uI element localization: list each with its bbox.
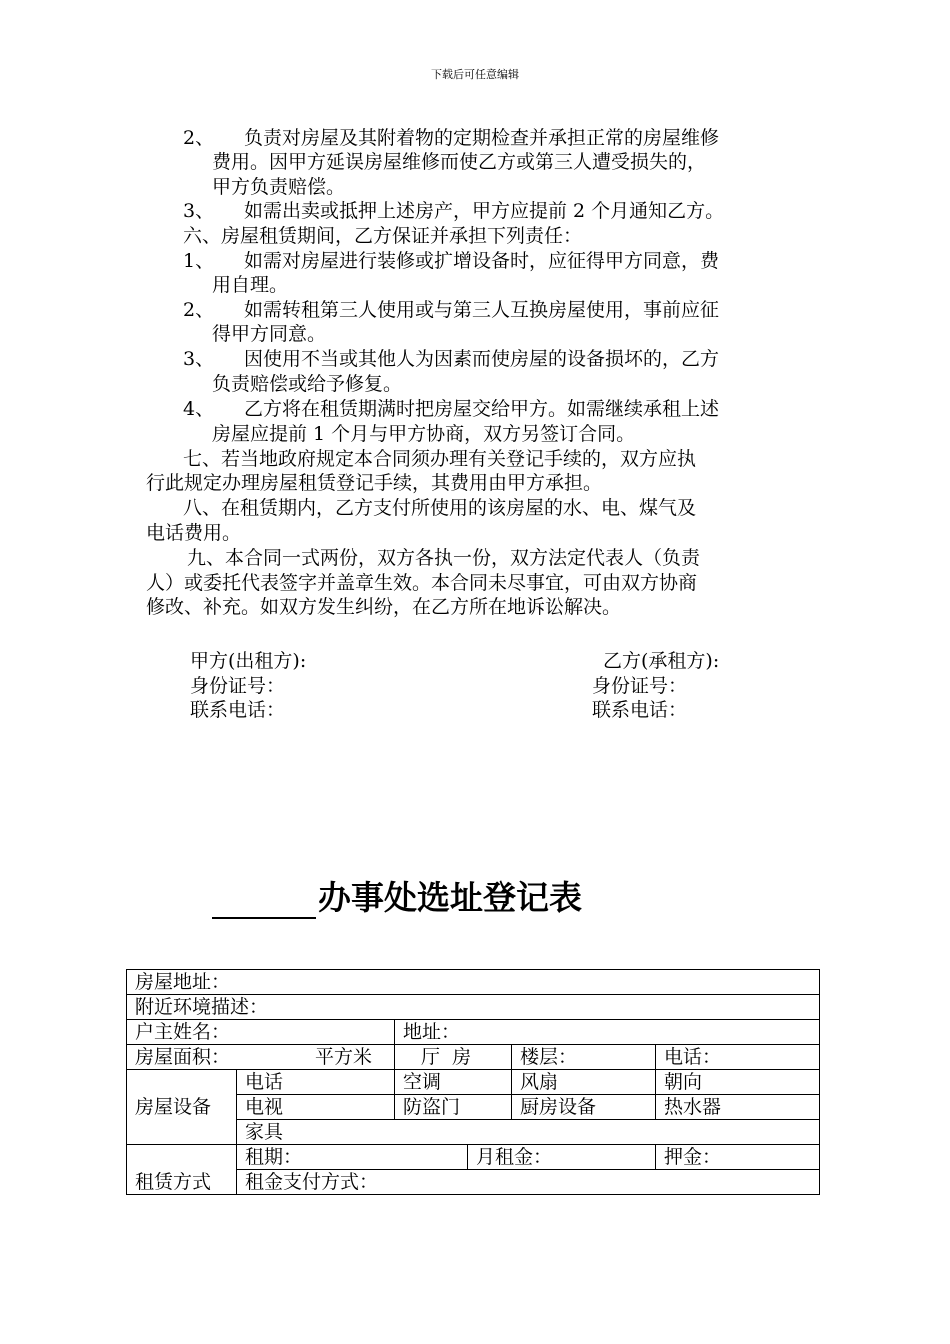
section-text: 电话费用。: [146, 522, 242, 544]
party-a-phone: 联系电话：: [190, 699, 286, 721]
equipment-item: 家具: [237, 1120, 820, 1145]
payment-method-field: 租金支付方式：: [237, 1170, 820, 1195]
equipment-item: 电话: [237, 1070, 395, 1095]
registration-table: [126, 969, 820, 1195]
section-text: 人）或委托代表签字并盖章生效。本合同未尽事宜，可由双方协商: [146, 572, 698, 594]
form-title: [212, 872, 582, 919]
item-number: 4、: [183, 398, 215, 420]
item-text: 用自理。: [212, 274, 289, 296]
equipment-item: 防盗门: [395, 1095, 512, 1120]
party-b-phone: 联系电话：: [592, 699, 688, 721]
table-row: [127, 1045, 820, 1070]
item-text: 如需转租第三人使用或与第三人互换房屋使用，事前应征: [244, 299, 720, 321]
section-text: 八、在租赁期内，乙方支付所使用的该房屋的水、电、煤气及: [183, 497, 697, 519]
party-b-id: 身份证号：: [592, 675, 688, 697]
clause-text: 负责对房屋及其附着物的定期检查并承担正常的房屋维修: [244, 127, 720, 149]
item-text: 得甲方同意。: [212, 323, 327, 345]
equipment-item: 厨房设备: [512, 1095, 656, 1120]
title-blank-line: [212, 883, 316, 919]
table-row: [127, 1145, 820, 1170]
item-number: 3、: [183, 348, 215, 370]
page-header-note: 下载后可任意编辑: [431, 68, 519, 81]
floor-field: 楼层：: [512, 1045, 656, 1070]
section-text: 修改、补充。如双方发生纠纷，在乙方所在地诉讼解决。: [146, 596, 622, 618]
monthly-rent-field: 月租金：: [468, 1145, 656, 1170]
sqm-label: 平方米: [315, 1046, 373, 1068]
item-text: 负责赔偿或给予修复。: [212, 373, 403, 395]
environment-field: 附近环境描述：: [127, 995, 820, 1020]
table-row: [127, 970, 820, 995]
equipment-item: 热水器: [656, 1095, 820, 1120]
equipment-item: 电视: [237, 1095, 395, 1120]
owner-name-field: 户主姓名：: [127, 1020, 395, 1045]
item-text: 如需对房屋进行装修或扩增设备时，应征得甲方同意，费: [244, 250, 720, 272]
lease-label: 租赁方式: [127, 1145, 237, 1195]
section-text: 行此规定办理房屋租赁登记手续，其费用由甲方承担。: [146, 472, 603, 494]
item-text: 房屋应提前 1 个月与甲方协商，双方另签订合同。: [212, 423, 636, 445]
table-row: [127, 995, 820, 1020]
equipment-item: 风扇: [512, 1070, 656, 1095]
item-number: 2、: [183, 299, 215, 321]
table-row: [127, 1070, 820, 1095]
house-address-field: 房屋地址：: [127, 970, 820, 995]
area-field: [127, 1045, 395, 1070]
clause-text: 费用。因甲方延误房屋维修而使乙方或第三人遭受损失的，: [212, 151, 707, 173]
section-text: 九、本合同一式两份，双方各执一份，双方法定代表人（负责: [187, 547, 701, 569]
area-label: 房屋面积：: [135, 1046, 231, 1068]
owner-address-field: 地址：: [395, 1020, 820, 1045]
equipment-label: 房屋设备: [127, 1070, 237, 1145]
section-heading: 六、房屋租赁期间，乙方保证并承担下列责任：: [183, 225, 583, 247]
item-number: 1、: [183, 250, 215, 272]
clause-number: 2、: [183, 127, 215, 149]
equipment-item: 朝向: [656, 1070, 820, 1095]
equipment-item: 空调: [395, 1070, 512, 1095]
lease-term-field: 租期：: [237, 1145, 468, 1170]
party-b-label: 乙方(承租方):: [603, 650, 720, 672]
clause-text: 甲方负责赔偿。: [212, 176, 346, 198]
clause-text: 如需出卖或抵押上述房产，甲方应提前 2 个月通知乙方。: [244, 200, 725, 222]
item-text: 因使用不当或其他人为因素而使房屋的设备损坏的，乙方: [244, 348, 720, 370]
section-text: 七、若当地政府规定本合同须办理有关登记手续的，双方应执: [183, 448, 697, 470]
rooms-field: 厅 房: [395, 1045, 512, 1070]
phone-field: 电话：: [656, 1045, 820, 1070]
deposit-field: 押金：: [656, 1145, 820, 1170]
item-text: 乙方将在租赁期满时把房屋交给甲方。如需继续承租上述: [244, 398, 720, 420]
party-a-id: 身份证号：: [190, 675, 286, 697]
party-a-label: 甲方(出租方):: [190, 650, 307, 672]
form-title-text: 办事处选址登记表: [318, 878, 582, 917]
table-row: [127, 1020, 820, 1045]
clause-number: 3、: [183, 200, 215, 222]
